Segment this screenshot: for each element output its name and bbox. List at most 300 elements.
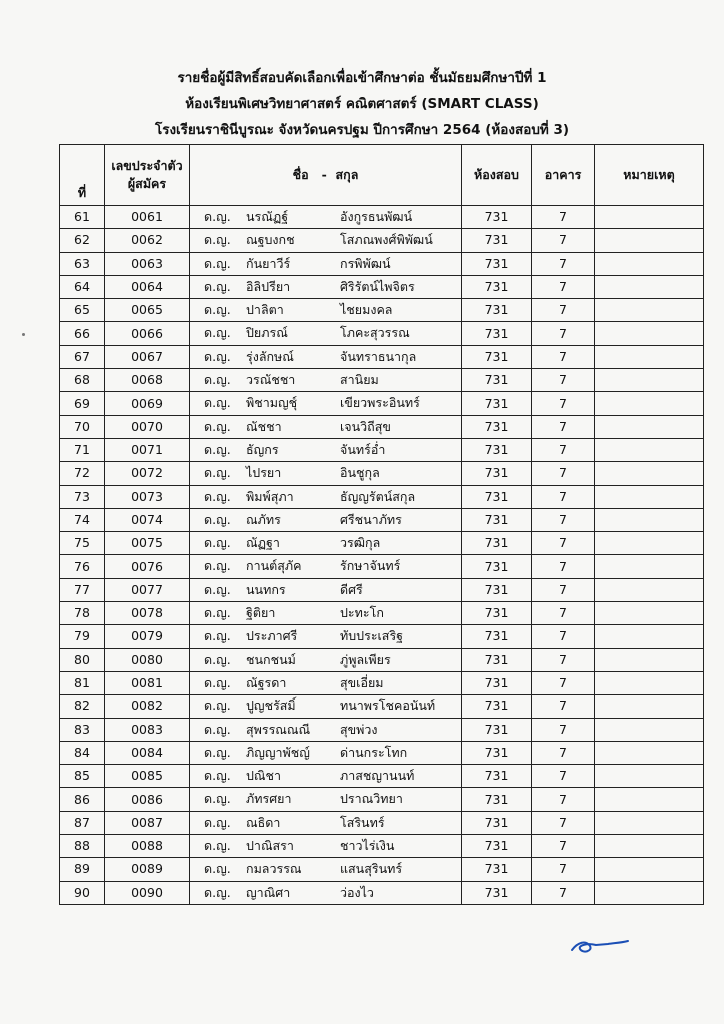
row-number: 67 (60, 345, 105, 368)
exam-room: 731 (462, 485, 532, 508)
first-name: ญาณิศา (246, 884, 291, 900)
table-row (60, 485, 704, 508)
remark (595, 392, 704, 415)
building: 7 (532, 741, 595, 764)
column-header-applicant-id (105, 145, 190, 206)
name-prefix: ด.ญ. (204, 418, 231, 434)
table-row (60, 811, 704, 834)
last-name: ปะทะโก (340, 605, 384, 621)
applicant-id: 0078 (105, 602, 190, 625)
row-number: 78 (60, 602, 105, 625)
last-name: เขียวพระอินทร์ (340, 395, 420, 411)
remark (595, 415, 704, 438)
last-name: ด่านกระโทก (340, 744, 408, 760)
applicant-id: 0080 (105, 648, 190, 671)
last-name: วรฒิกุล (340, 535, 381, 551)
applicant-id: 0085 (105, 765, 190, 788)
full-name-cell (190, 392, 462, 415)
first-name: กมลวรรณ (246, 861, 302, 877)
first-name: ณภัทร (246, 511, 281, 527)
name-prefix: ด.ญ. (204, 465, 231, 481)
applicant-id: 0086 (105, 788, 190, 811)
column-header-room: ห้องสอบ (462, 145, 532, 206)
first-name: ภัทรศยา (246, 791, 292, 807)
row-number: 71 (60, 438, 105, 461)
last-name: กรพิพัฒน์ (340, 255, 391, 271)
last-name: ทับประเสริฐ (340, 628, 404, 644)
applicant-id: 0090 (105, 881, 190, 904)
exam-room: 731 (462, 508, 532, 531)
building: 7 (532, 555, 595, 578)
remark (595, 345, 704, 368)
row-number: 63 (60, 252, 105, 275)
name-prefix: ด.ญ. (204, 674, 231, 690)
applicant-id: 0079 (105, 625, 190, 648)
last-name: โสรินทร์ (340, 814, 385, 830)
name-prefix: ด.ญ. (204, 209, 231, 224)
table-row (60, 229, 704, 252)
first-name: ฐิติยา (246, 605, 276, 621)
last-name: ศรีชนาภัทร (340, 511, 402, 527)
building: 7 (532, 695, 595, 718)
row-number: 66 (60, 322, 105, 345)
full-name-cell (190, 671, 462, 694)
name-prefix: ด.ญ. (204, 232, 231, 248)
exam-room: 731 (462, 462, 532, 485)
remark (595, 765, 704, 788)
row-number: 81 (60, 671, 105, 694)
last-name: สุขพ่วง (340, 721, 378, 737)
full-name-cell (190, 648, 462, 671)
row-number: 70 (60, 415, 105, 438)
first-name: ภิญญาพัชญ์ (246, 744, 310, 760)
table-row (60, 741, 704, 764)
applicant-id: 0069 (105, 392, 190, 415)
last-name: ศิริรัตน์ไพจิตร (340, 278, 415, 294)
column-header-building: อาคาร (532, 145, 595, 206)
exam-room: 731 (462, 299, 532, 322)
name-prefix: ด.ญ. (204, 302, 231, 318)
building: 7 (532, 858, 595, 881)
row-number: 88 (60, 835, 105, 858)
exam-room: 731 (462, 252, 532, 275)
exam-room: 731 (462, 625, 532, 648)
first-name: กานต์สุภัค (246, 558, 302, 574)
full-name-cell (190, 252, 462, 275)
table-row (60, 765, 704, 788)
building: 7 (532, 508, 595, 531)
name-prefix: ด.ญ. (204, 791, 231, 807)
last-name: เจนวิถีสุข (340, 418, 391, 434)
row-number: 75 (60, 532, 105, 555)
row-number: 64 (60, 275, 105, 298)
building: 7 (532, 369, 595, 392)
full-name-cell (190, 578, 462, 601)
applicant-id: 0077 (105, 578, 190, 601)
building: 7 (532, 578, 595, 601)
remark (595, 206, 704, 229)
remark (595, 695, 704, 718)
first-name: วรณัชชา (246, 372, 296, 388)
applicant-id: 0072 (105, 462, 190, 485)
building: 7 (532, 415, 595, 438)
table-row (60, 648, 704, 671)
building: 7 (532, 765, 595, 788)
first-name: กันยาวีร์ (246, 255, 291, 271)
applicant-id: 0066 (105, 322, 190, 345)
building: 7 (532, 718, 595, 741)
first-name: อิลิปรียา (246, 278, 291, 294)
column-header-name (190, 145, 462, 206)
building: 7 (532, 438, 595, 461)
remark (595, 648, 704, 671)
last-name: โสภณพงศ์พิพัฒน์ (340, 232, 433, 248)
first-name: ธัญกร (246, 441, 279, 457)
table-row (60, 835, 704, 858)
full-name-cell (190, 206, 462, 229)
first-name: ณัฏฐา (246, 535, 280, 551)
table-row (60, 718, 704, 741)
applicant-id: 0088 (105, 835, 190, 858)
remark (595, 229, 704, 252)
remark (595, 671, 704, 694)
last-name: จันทร์อ่ำ (340, 441, 386, 457)
applicant-id: 0076 (105, 555, 190, 578)
remark (595, 811, 704, 834)
name-prefix: ด.ญ. (204, 511, 231, 527)
last-name: รักษาจันทร์ (340, 558, 401, 574)
name-prefix: ด.ญ. (204, 558, 231, 574)
table-row (60, 625, 704, 648)
last-name: สานิยม (340, 372, 379, 388)
remark (595, 299, 704, 322)
table-row (60, 392, 704, 415)
table-row (60, 438, 704, 461)
full-name-cell (190, 229, 462, 252)
table-row (60, 788, 704, 811)
applicant-id: 0075 (105, 532, 190, 555)
building: 7 (532, 881, 595, 904)
full-name-cell (190, 811, 462, 834)
applicant-id: 0074 (105, 508, 190, 531)
table-row (60, 369, 704, 392)
row-number: 86 (60, 788, 105, 811)
name-prefix: ด.ญ. (204, 325, 231, 341)
exam-room: 731 (462, 392, 532, 415)
table-row (60, 322, 704, 345)
first-name: ณัชชา (246, 418, 282, 434)
building: 7 (532, 392, 595, 415)
last-name: จันทราธนากุล (340, 348, 417, 364)
table-row (60, 252, 704, 275)
applicant-id: 0084 (105, 741, 190, 764)
last-name: แสนสุรินทร์ (340, 861, 403, 877)
remark (595, 718, 704, 741)
exam-room: 731 (462, 369, 532, 392)
building: 7 (532, 788, 595, 811)
row-number: 90 (60, 881, 105, 904)
applicant-id: 0081 (105, 671, 190, 694)
exam-room: 731 (462, 415, 532, 438)
remark (595, 532, 704, 555)
name-prefix: ด.ญ. (204, 651, 231, 667)
row-number: 74 (60, 508, 105, 531)
building: 7 (532, 206, 595, 229)
first-name: ชนกชนม์ (246, 651, 296, 667)
full-name-cell (190, 625, 462, 648)
last-name: ภู่พูลเพียร (340, 651, 391, 667)
last-name: ว่องไว (340, 884, 374, 900)
full-name-cell (190, 765, 462, 788)
exam-room: 731 (462, 275, 532, 298)
last-name: ดีศรี (340, 581, 363, 597)
applicant-id: 0082 (105, 695, 190, 718)
last-name: ทนาพรโชคอนันท์ (340, 698, 436, 714)
exam-room: 731 (462, 835, 532, 858)
remark (595, 508, 704, 531)
table-row (60, 695, 704, 718)
remark (595, 462, 704, 485)
last-name: ภาสชญานนท์ (340, 768, 415, 784)
table-row (60, 858, 704, 881)
applicant-id: 0062 (105, 229, 190, 252)
exam-room: 731 (462, 811, 532, 834)
building: 7 (532, 299, 595, 322)
full-name-cell (190, 275, 462, 298)
applicant-id: 0063 (105, 252, 190, 275)
building: 7 (532, 345, 595, 368)
name-prefix: ด.ญ. (204, 488, 231, 504)
exam-room: 731 (462, 648, 532, 671)
first-name: ประภาศรี (246, 628, 298, 644)
row-number: 87 (60, 811, 105, 834)
exam-room: 731 (462, 229, 532, 252)
last-name: ปราณวิทยา (340, 791, 403, 807)
building: 7 (532, 275, 595, 298)
table-row (60, 415, 704, 438)
exam-room: 731 (462, 765, 532, 788)
exam-room: 731 (462, 718, 532, 741)
remark (595, 881, 704, 904)
first-name: ปิยภรณ์ (246, 325, 288, 341)
remark (595, 369, 704, 392)
first-name: พิมพ์สุภา (246, 488, 294, 504)
applicant-id: 0071 (105, 438, 190, 461)
remark (595, 322, 704, 345)
table-row (60, 206, 704, 229)
exam-room: 731 (462, 741, 532, 764)
name-prefix: ด.ญ. (204, 441, 231, 457)
exam-room: 731 (462, 602, 532, 625)
row-number: 65 (60, 299, 105, 322)
column-header-remark: หมายเหตุ (595, 145, 704, 206)
building: 7 (532, 485, 595, 508)
first-name: ไปรยา (246, 465, 282, 481)
exam-room: 731 (462, 858, 532, 881)
name-prefix: ด.ญ. (204, 278, 231, 294)
applicant-id: 0083 (105, 718, 190, 741)
applicant-id: 0073 (105, 485, 190, 508)
column-header-no: ที่ (60, 145, 105, 206)
document-title-line2: ห้องเรียนพิเศษวิทยาศาสตร์ คณิตศาสตร์ (SMART CLASS) (185, 96, 539, 112)
applicant-id: 0070 (105, 415, 190, 438)
full-name-cell (190, 835, 462, 858)
building: 7 (532, 648, 595, 671)
first-name: ปาลิตา (246, 302, 284, 318)
remark (595, 602, 704, 625)
first-name: ปูญชรัสมิ์ (246, 698, 296, 714)
table-row (60, 532, 704, 555)
exam-room: 731 (462, 881, 532, 904)
building: 7 (532, 229, 595, 252)
table-row (60, 345, 704, 368)
building: 7 (532, 811, 595, 834)
remark (595, 485, 704, 508)
name-prefix: ด.ญ. (204, 698, 231, 714)
building: 7 (532, 835, 595, 858)
applicant-id: 0061 (105, 206, 190, 229)
last-name: อังกูรธนพัฒน์ (340, 209, 413, 224)
first-name: ณัฐรดา (246, 674, 287, 690)
last-name: สุขเอี่ยม (340, 674, 384, 690)
remark (595, 788, 704, 811)
building: 7 (532, 532, 595, 555)
full-name-cell (190, 602, 462, 625)
first-name: ปณิชา (246, 768, 282, 784)
name-prefix: ด.ญ. (204, 395, 231, 411)
full-name-cell (190, 485, 462, 508)
remark (595, 835, 704, 858)
last-name: ไชยมงคล (340, 302, 393, 318)
exam-room: 731 (462, 555, 532, 578)
name-prefix: ด.ญ. (204, 861, 231, 877)
full-name-cell (190, 532, 462, 555)
column-header-name-label: ชื่อ - สกุล (292, 167, 359, 182)
document-title-line3: โรงเรียนราชินีบูรณะ จังหวัดนครปฐม ปีการศึกษา 2564 (ห้องสอบที่ 3) (154, 122, 570, 138)
signature-mark (568, 928, 632, 958)
row-number: 79 (60, 625, 105, 648)
row-number: 76 (60, 555, 105, 578)
applicant-id: 0068 (105, 369, 190, 392)
name-prefix: ด.ญ. (204, 884, 231, 900)
name-prefix: ด.ญ. (204, 535, 231, 551)
exam-room: 731 (462, 206, 532, 229)
full-name-cell (190, 369, 462, 392)
row-number: 61 (60, 206, 105, 229)
name-prefix: ด.ญ. (204, 348, 231, 364)
scan-speck (22, 333, 25, 336)
full-name-cell (190, 345, 462, 368)
full-name-cell (190, 508, 462, 531)
table-row (60, 299, 704, 322)
name-prefix: ด.ญ. (204, 744, 231, 760)
remark (595, 555, 704, 578)
exam-room: 731 (462, 695, 532, 718)
table-row (60, 555, 704, 578)
row-number: 80 (60, 648, 105, 671)
full-name-cell (190, 299, 462, 322)
full-name-cell (190, 322, 462, 345)
row-number: 68 (60, 369, 105, 392)
name-prefix: ด.ญ. (204, 605, 231, 621)
first-name: ปาณิสรา (246, 838, 294, 854)
first-name: นรณัฏฐ์ (246, 209, 289, 224)
first-name: ณธิดา (246, 814, 281, 830)
row-number: 89 (60, 858, 105, 881)
full-name-cell (190, 881, 462, 904)
building: 7 (532, 322, 595, 345)
name-prefix: ด.ญ. (204, 372, 231, 388)
table-header-row (60, 145, 704, 206)
table-row (60, 462, 704, 485)
full-name-cell (190, 415, 462, 438)
name-prefix: ด.ญ. (204, 721, 231, 737)
remark (595, 275, 704, 298)
row-number: 73 (60, 485, 105, 508)
row-number: 69 (60, 392, 105, 415)
building: 7 (532, 625, 595, 648)
table-row (60, 671, 704, 694)
applicant-id: 0065 (105, 299, 190, 322)
last-name: ธัญญรัตน์สกุล (340, 488, 416, 504)
full-name-cell (190, 718, 462, 741)
row-number: 84 (60, 741, 105, 764)
first-name: สุพรรณณณี (246, 721, 311, 737)
name-prefix: ด.ญ. (204, 581, 231, 597)
table-row (60, 275, 704, 298)
row-number: 77 (60, 578, 105, 601)
last-name: อินชูกุล (340, 465, 380, 481)
row-number: 72 (60, 462, 105, 485)
full-name-cell (190, 788, 462, 811)
remark (595, 438, 704, 461)
exam-room: 731 (462, 438, 532, 461)
full-name-cell (190, 741, 462, 764)
remark (595, 858, 704, 881)
table-row (60, 602, 704, 625)
building: 7 (532, 252, 595, 275)
remark (595, 625, 704, 648)
name-prefix: ด.ญ. (204, 768, 231, 784)
name-prefix: ด.ญ. (204, 838, 231, 854)
full-name-cell (190, 858, 462, 881)
row-number: 83 (60, 718, 105, 741)
full-name-cell (190, 695, 462, 718)
full-name-cell (190, 555, 462, 578)
table-row (60, 881, 704, 904)
column-header-applicant-id-line1: เลขประจำตัว (111, 158, 183, 173)
applicant-id: 0067 (105, 345, 190, 368)
name-prefix: ด.ญ. (204, 628, 231, 644)
building: 7 (532, 602, 595, 625)
column-header-applicant-id-line2: ผู้สมัคร (127, 176, 167, 191)
remark (595, 741, 704, 764)
name-prefix: ด.ญ. (204, 255, 231, 271)
exam-room: 731 (462, 345, 532, 368)
row-number: 82 (60, 695, 105, 718)
applicant-id: 0089 (105, 858, 190, 881)
building: 7 (532, 462, 595, 485)
row-number: 85 (60, 765, 105, 788)
first-name: ณฐบงกช (246, 232, 295, 248)
applicant-id: 0087 (105, 811, 190, 834)
exam-room: 731 (462, 322, 532, 345)
table-row (60, 578, 704, 601)
full-name-cell (190, 438, 462, 461)
full-name-cell (190, 462, 462, 485)
first-name: พิชามญชุ์ (246, 395, 298, 411)
last-name: โภคะสุวรรณ (340, 325, 410, 341)
